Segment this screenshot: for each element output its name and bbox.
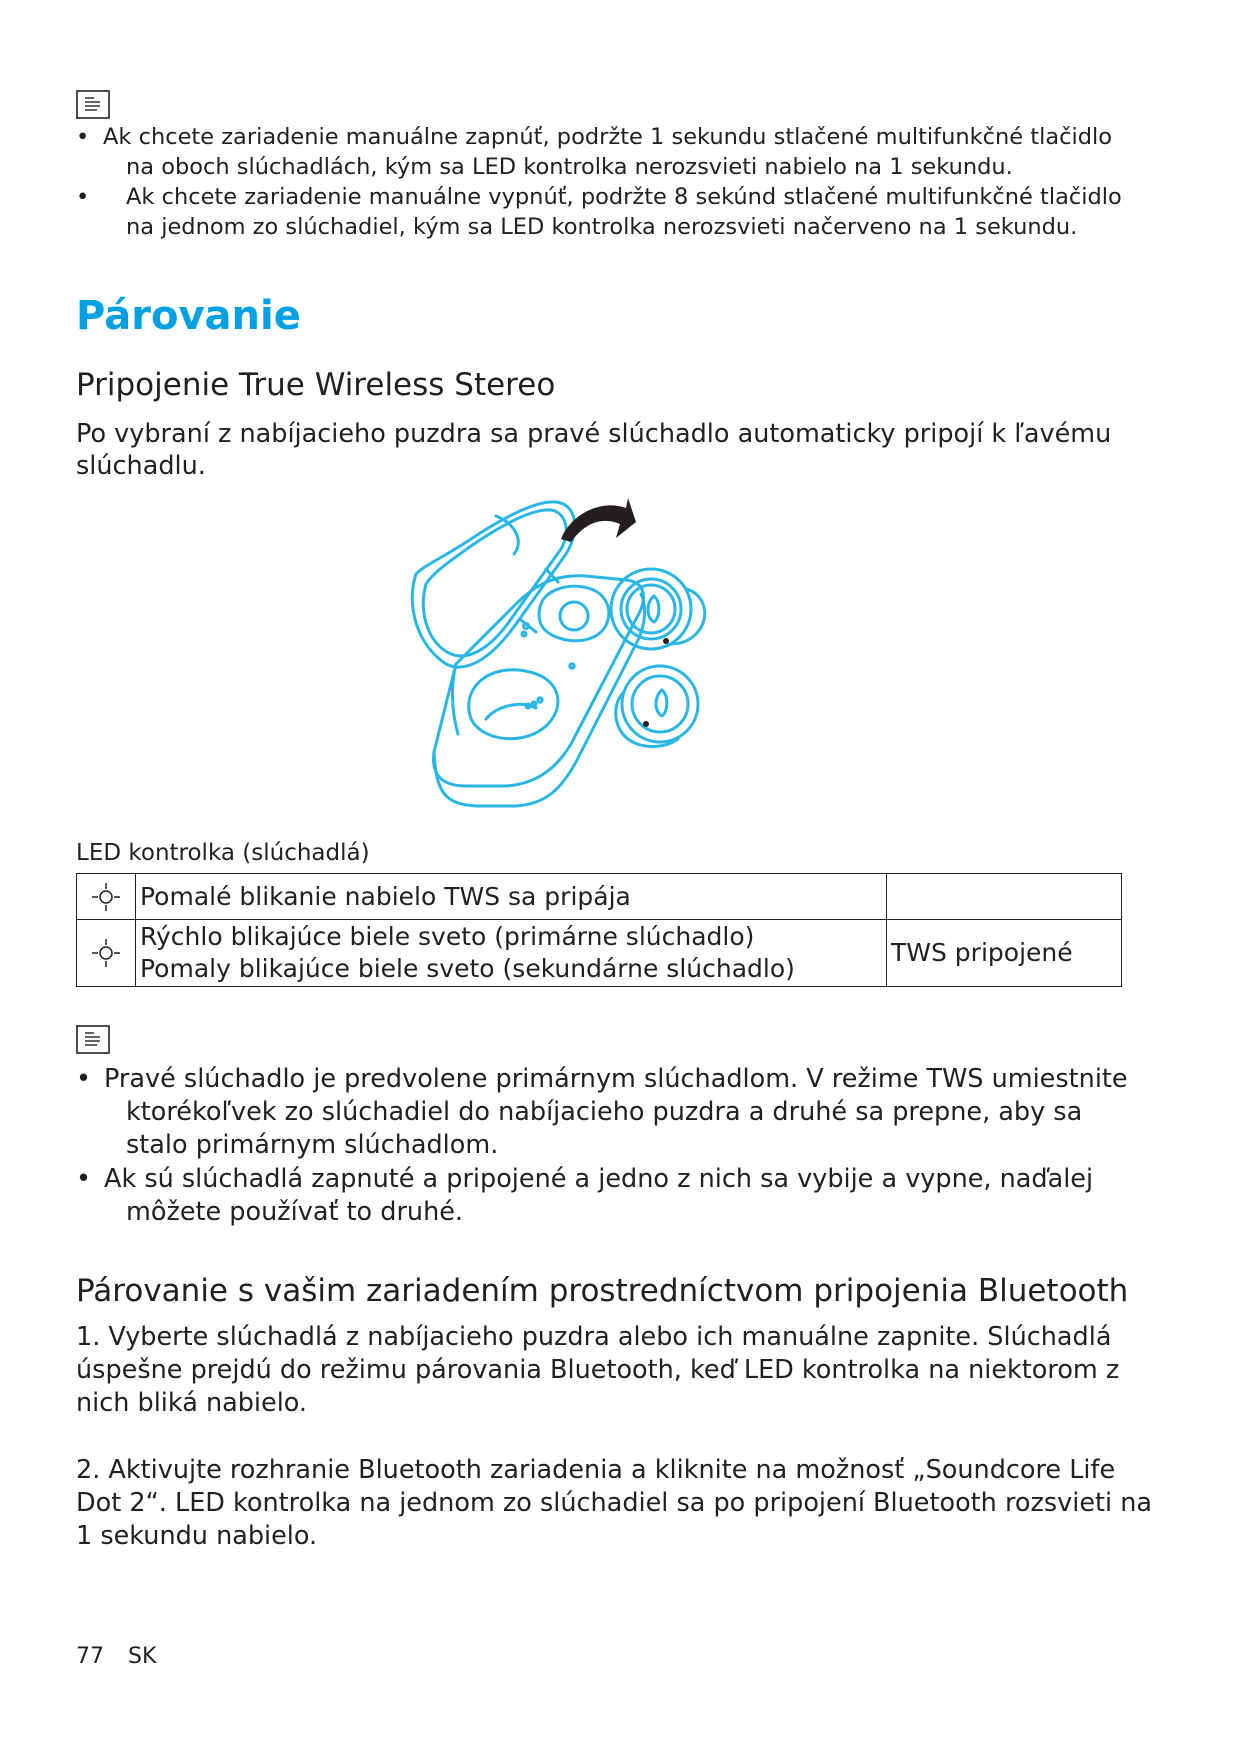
led-icon-cell [77, 920, 136, 987]
led-description: Pomalé blikanie nabielo TWS sa pripája [136, 874, 887, 920]
led-status [887, 874, 1122, 920]
bluetooth-step-1: 1. Vyberte slúchadlá z nabíjacieho puzdra alebo ich manuálne zapnite. Slúchadlá úspešne prejdú do režimu párovania Bluetooth, keď LED kontrolka na niektorom z nich bliká nabielo. [76, 1322, 1120, 1418]
led-description [136, 920, 887, 987]
list-item: • Pravé slúchadlo je predvolene primárnym slúchadlom. V režime TWS umiestnite ktorékoľvek zo slúchadiel do nabíjacieho puzdra a druhé sa prepne, aby sa stalo primárnym slúchadlom. [76, 1064, 1128, 1160]
bluetooth-heading: Párovanie s vašim zariadením prostredníctvom pripojenia Bluetooth [76, 1273, 1129, 1309]
list-item: • Ak chcete zariadenie manuálne zapnúť, podržte 1 sekundu stlačené multifunkčné tlačidlo na oboch slúchadlách, kým sa LED kontrolka nerozsvieti nabielo na 1 sekundu. [76, 124, 1113, 180]
note-bullet-list [76, 122, 1136, 242]
led-icon-cell [77, 874, 136, 920]
list-item: • Ak sú slúchadlá zapnuté a pripojené a jedno z nich sa vybije a vypne, naďalej môžete používať to druhé. [76, 1164, 1094, 1227]
note-icon [76, 1025, 110, 1054]
led-blink-icon [89, 936, 123, 970]
led-table [76, 873, 1122, 987]
language-code: SK [128, 1644, 157, 1669]
led-heading: LED kontrolka (slúchadlá) [76, 840, 370, 866]
led-blink-icon [89, 880, 123, 914]
bluetooth-step-2: 2. Aktivujte rozhranie Bluetooth zariadenia a kliknite na možnosť „Soundcore Life Dot 2“. LED kontrolka na jednom zo slúchadiel sa po pripojení Bluetooth rozsvieti na 1 sekundu nabielo. [76, 1455, 1152, 1551]
led-description-line: Rýchlo blikajúce biele sveto (primárne slúchadlo) [140, 922, 755, 951]
list-item: • Ak chcete zariadenie manuálne vypnúť, podržte 8 sekúnd stlačené multifunkčné tlačidlo na jednom zo slúchadiel, kým sa LED kontrolka nerozsvieti načerveno na 1 sekundu. [76, 184, 1122, 240]
tws-heading: Pripojenie True Wireless Stereo [76, 367, 556, 403]
page-number: 77 [76, 1644, 104, 1669]
table-row [77, 874, 1122, 920]
tws-paragraph: Po vybraní z nabíjacieho puzdra sa pravé slúchadlo automaticky pripojí k ľavému slúchadlu. [76, 419, 1112, 481]
section-title: Párovanie [76, 293, 301, 339]
earbuds-case-illustration [396, 494, 796, 830]
table-row [77, 920, 1122, 987]
page-footer [76, 1643, 156, 1671]
led-description-line: Pomaly blikajúce biele sveto (sekundárne slúchadlo) [140, 954, 795, 983]
note-bullet-list [76, 1063, 1136, 1230]
note-icon [76, 90, 110, 119]
led-status: TWS pripojené [887, 920, 1122, 987]
